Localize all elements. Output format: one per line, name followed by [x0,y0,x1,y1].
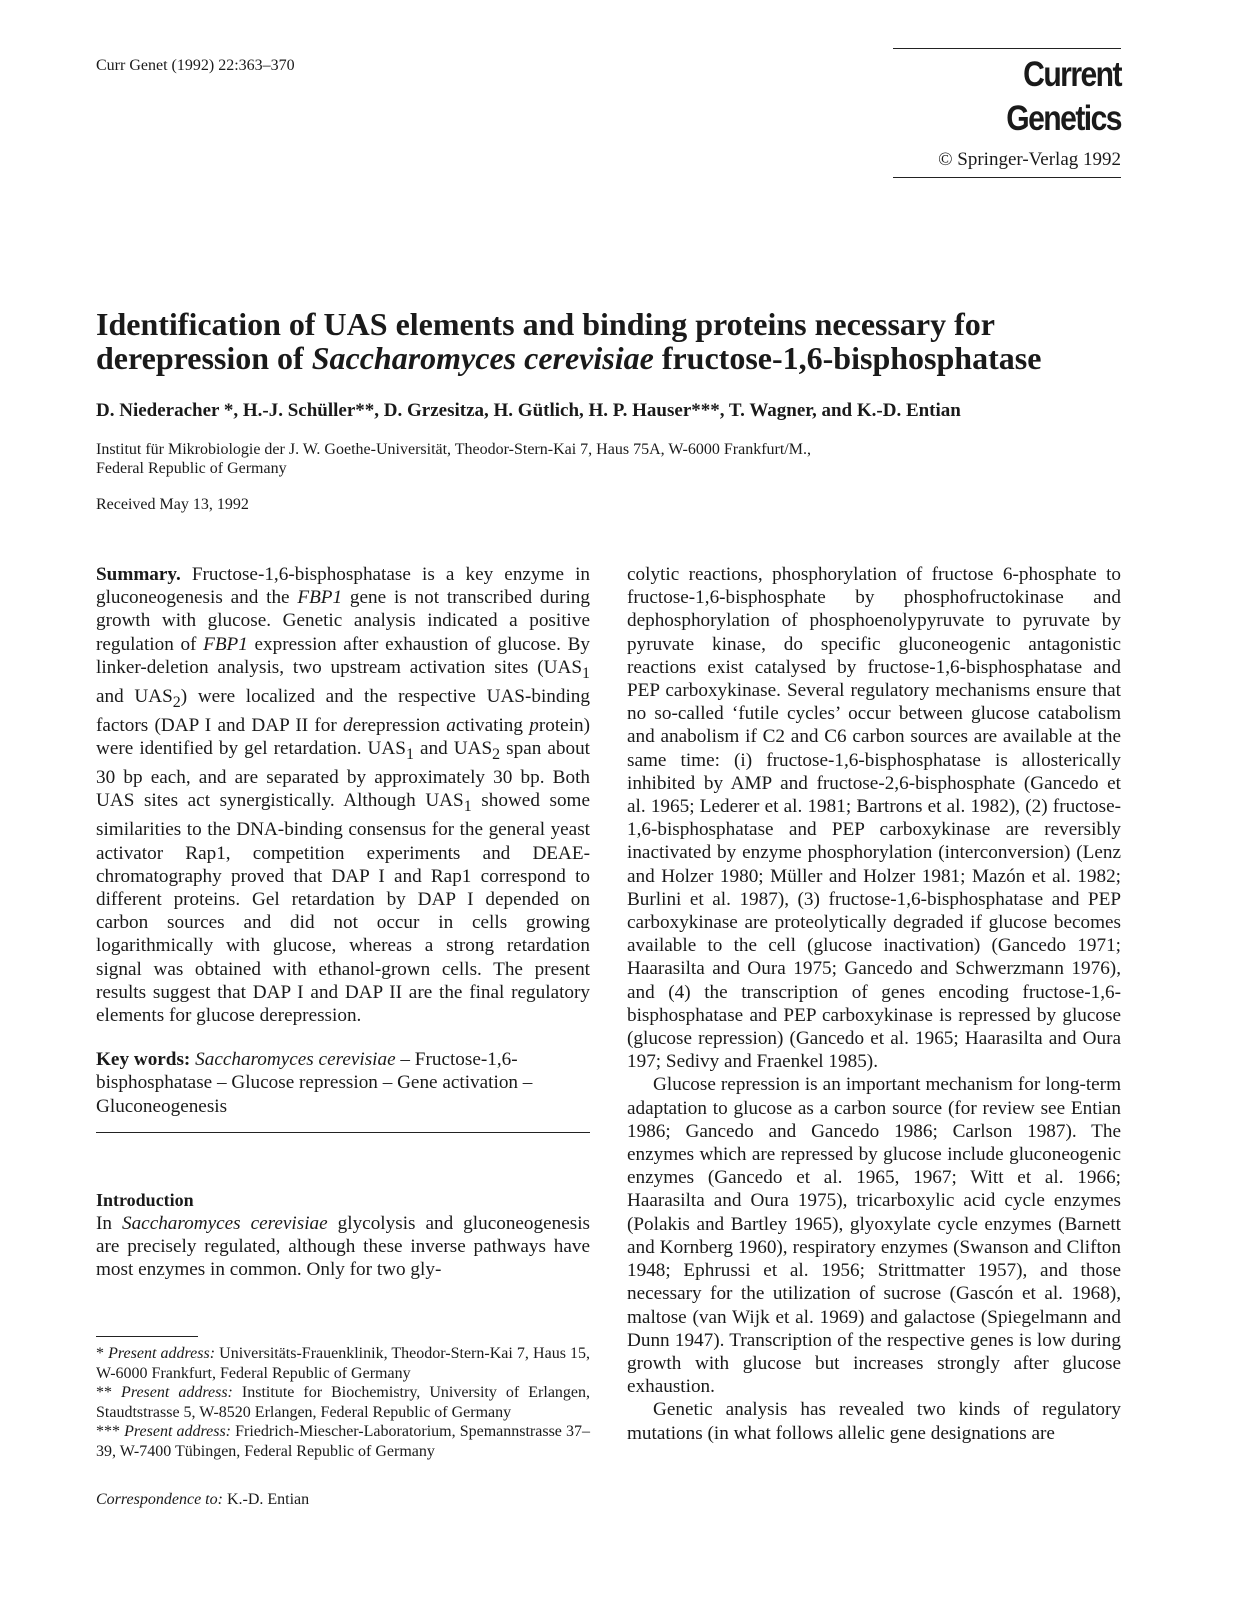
footnote-text: Institute for Biochemistry, University of Erlangen, Staudtstrasse 5, W-8520 Erlangen, Federal Republic of Germany [96,1384,591,1421]
correspondence [96,1491,309,1509]
journal-name: Current Genetics [1006,55,1121,138]
journal-masthead [893,48,1121,178]
correspondence-label: Correspondence to: [96,1491,223,1508]
keywords-text: – Fructose-1,6-bisphosphatase – Glucose repression – Gene activation – Gluconeogenesis [96,1049,533,1117]
footnote-mark: * [96,1345,109,1362]
subscript: 2 [172,693,181,711]
intro-text: glycolysis and gluconeogenesis are precisely regulated, although these inverse pathways have most enzymes in common. Only for two gly- [96,1212,591,1281]
introduction-heading: Introduction [96,1189,194,1210]
footnote-rule [96,1336,198,1337]
summary-text: rotein) were identified by gel retardation. UAS [96,714,591,760]
footnote-label: Present address: [121,1384,233,1402]
summary-text: ) were localized and the respective UAS-binding factors (DAP I and DAP II for [96,685,590,736]
spacer [96,1027,590,1048]
gene-name: FBP1 [297,587,343,609]
summary-paragraph [96,563,590,1027]
right-column [627,563,1121,1445]
title-line-2-post: fructose-1,6-bisphosphatase [653,340,1042,376]
affiliation-line-2: Federal Republic of Germany [96,460,287,477]
title-line-2-pre: derepression of [96,340,312,376]
summary-label: Summary. [96,564,181,585]
intro-species: Saccharomyces cerevisiae [121,1212,328,1234]
body-paragraph-2: Glucose repression is an important mechanism for long-term adaptation to glucose as a carbon source (for review see Entian 1986; Gancedo and Gancedo 1986; Carlson 1987). The enzymes which are repressed by glucose include gluconeogenic enzymes (Gancedo et al. 1965, 1967; Witt et al. 1966; Haarasilta and Oura 1975), tricarboxylic acid cycle enzymes (Polakis and Bartley 1965), glyoxylate cycle enzymes (Barnett and Kornberg 1960), respiratory enzymes (Swanson and Clifton 1948; Ephrussi et al. 1956; Strittmatter 1957), and those necessary for the utilization of sucrose (Gascón et al. 1968), maltose (van Wijk et al. 1969) and galactose (Spiegelmann and Dunn 1947). Transcription of the respective genes is low during growth with glucose but increases strongly after glucose exhaustion. [627,1074,1121,1398]
footnotes [96,1344,590,1462]
body-paragraph-1: colytic reactions, phosphorylation of fructose 6-phosphate to fructose-1,6-bisphosphate by phosphofructokinase and dephosphorylation of phosphoenolypyruvate to pyruvate by pyruvate kinase, do specific gluconeogenic antagonistic reactions exist catalysed by fructose-1,6-bisphosphatase and PEP carboxykinase. Several regulatory mechanisms ensure that no so-called ‘futile cycles’ occur between glucose catabolism and anabolism if C2 and C6 carbon sources are available at the same time: (i) fructose-1,6-bisphosphatase is allosterically inhibited by AMP and fructose-2,6-bisphosphate (Gancedo et al. 1965; Lederer et al. 1981; Bartrons et al. 1982), (2) fructose-1,6-bisphosphatase and PEP carboxykinase are reversibly inactivated by enzyme phosphorylation (interconversion) (Lenz and Holzer 1980; Müller and Holzer 1981; Mazón et al. 1982; Burlini et al. 1987), (3) fructose-1,6-bisphosphatase and PEP carboxykinase are proteolytically degraded if glucose becomes available to the cell (glucose inactivation) (Gancedo 1971; Haarasilta and Oura 1975; Gancedo and Schwerzmann 1976), and (4) the transcription of genes encoding fructose-1,6-bisphosphatase and PEP carboxykinase is repressed by glucose (glucose repression) (Gancedo et al. 1965; Haarasilta and Oura 197; Sedivy and Fraenkel 1985). [627,564,1121,1073]
summary-text: and UAS [413,738,493,760]
subscript: 2 [492,745,501,763]
acronym-letter: a [446,714,456,736]
body-paragraph-3: Genetic analysis has revealed two kinds of regulatory mutations (in what follows allelic gene designations are [627,1399,1121,1444]
introduction-paragraph [96,1212,590,1282]
intro-text: In [96,1212,122,1234]
keywords-paragraph [96,1048,590,1118]
footnote-2 [96,1383,590,1422]
footnote-label: Present address: [108,1345,216,1362]
summary-text: gene is not transcribed during growth with glucose. Genetic analysis indicated a positive regulation of [96,587,590,655]
title-line-1: Identification of UAS elements and binding proteins necessary for [96,306,995,342]
left-column [96,563,590,1282]
affiliation [96,440,996,478]
summary-text: and UAS [96,685,173,707]
subscript: 1 [582,664,590,682]
subscript: 1 [463,798,472,816]
summary-text: Fructose-1,6-bisphosphatase is a key enzyme in gluconeogenesis and the [96,564,590,609]
keywords-label: Key words: [96,1049,191,1071]
masthead-bottom-rule [893,177,1121,178]
footnote-mark: ** [96,1384,122,1402]
summary-text: showed some similarities to the DNA-binding consensus for the general yeast activator Rap1, competition experiments and DEAE-chromatography proved that DAP I and Rap1 correspond to different proteins. Gel retardation by DAP I depended on carbon sources and did not occur in cells growing logarithmically with glucose, whereas a strong retardation signal was obtained with ethanol-grown cells. The present results suggest that DAP I and DAP II are the final regulatory elements for glucose derepression. [96,790,590,1026]
received-date: Received May 13, 1992 [96,496,249,513]
acronym-letter: p [529,714,539,736]
footnote-text: Universitäts-Frauenklinik, Theodor-Stern-Kai 7, Haus 15, W-6000 Frankfurt, Federal Republic of Germany [96,1345,591,1382]
summary-text: erepression [352,714,447,736]
summary-text: expression after exhaustion of glucose. By linker-deletion analysis, two upstream activation sites (UAS [96,633,590,678]
footnote-1 [96,1344,590,1383]
affiliation-line-1: Institut für Mikrobiologie der J. W. Goethe-Universität, Theodor-Stern-Kai 7, Haus 75A, W-6000 Frankfurt/M., [96,441,811,458]
journal-citation: Curr Genet (1992) 22:363–370 [96,57,295,74]
keywords-species: Saccharomyces cerevisiae [190,1049,396,1071]
section-divider [96,1132,590,1133]
footnote-mark: *** [96,1423,125,1441]
footnote-text: Friedrich-Miescher-Laboratorium, Spemannstrasse 37–39, W-7400 Tübingen, Federal Republic of Germany [96,1423,591,1460]
masthead-top-rule [893,48,1121,49]
correspondence-name: K.-D. Entian [222,1491,310,1508]
footnote-3 [96,1422,590,1461]
copyright-notice: © Springer-Verlag 1992 [938,149,1121,170]
summary-text: ctivating [455,714,530,736]
gene-name: FBP1 [203,633,248,655]
author-list: D. Niederacher *, H.-J. Schüller**, D. Grzesitza, H. Gütlich, H. P. Hauser***, T. Wagner, and K.-D. Entian [96,400,961,421]
acronym-letter: d [343,714,353,736]
article-title [96,307,1146,375]
footnote-label: Present address: [124,1423,232,1441]
summary-text: span about 30 bp each, and are separated by approximately 30 bp. Both UAS sites act synergistically. Although UAS [96,738,590,812]
subscript: 1 [405,745,414,763]
title-species: Saccharomyces cerevisiae [311,340,654,376]
